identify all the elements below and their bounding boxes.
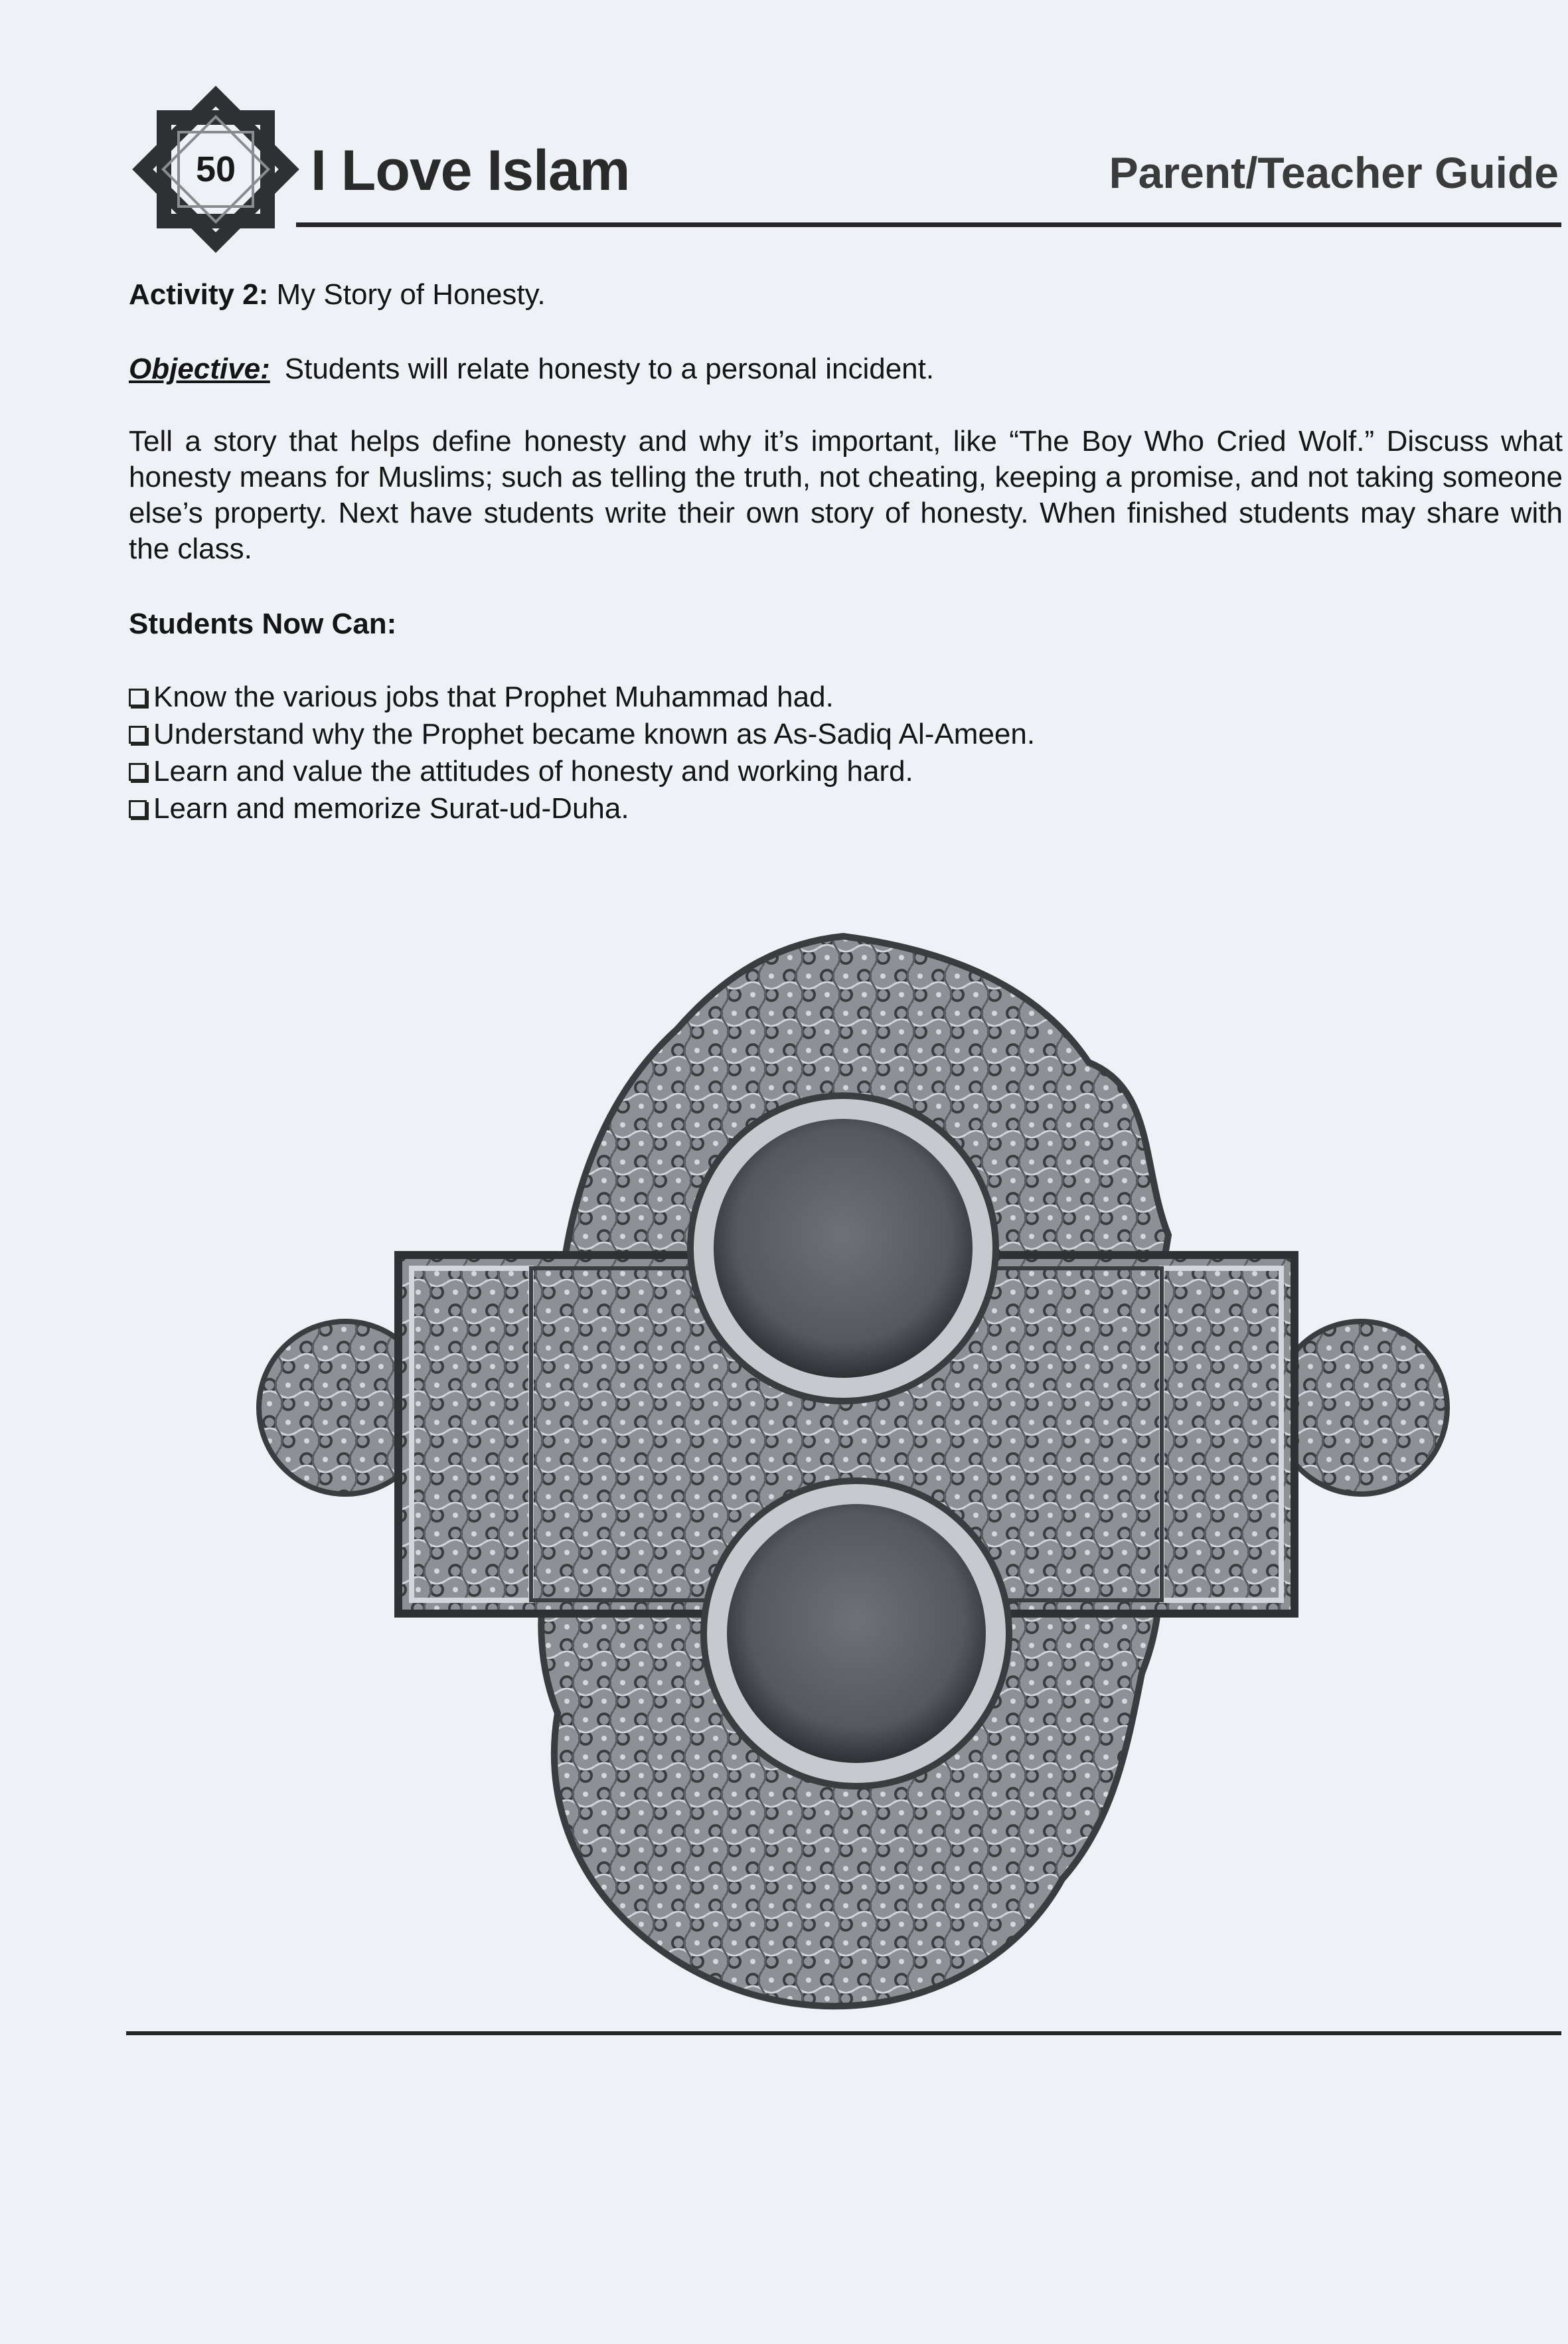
checkbox-icon	[129, 800, 147, 818]
activity-label: Activity 2:	[129, 278, 269, 311]
footer-rule	[126, 2031, 1561, 2035]
list-item	[129, 679, 1563, 716]
page-number: 50	[195, 149, 236, 189]
list-item-text: Know the various jobs that Prophet Muhammad had.	[153, 681, 834, 713]
objective-line	[129, 351, 1563, 388]
students-now-can-list	[129, 679, 1563, 827]
checkbox-icon	[129, 726, 147, 744]
activity-description: Tell a story that helps define honesty and why it’s important, like “The Boy Who Cried Wolf.” Discuss what honesty means for Muslims; such as telling the truth, not cheating, keeping a promise, and not taking someone else’s property. Next have students write their own story of honesty. When finished students may share with the class.	[129, 425, 1563, 565]
activity-title: My Story of Honesty.	[276, 278, 546, 311]
checkbox-icon	[129, 763, 147, 781]
activity-line	[129, 276, 1563, 313]
objective-text: Students will relate honesty to a personal incident.	[284, 353, 935, 385]
list-item	[129, 753, 1563, 790]
header-rule	[296, 222, 1561, 227]
list-item	[129, 716, 1563, 753]
objective-label: Objective:	[129, 353, 270, 385]
students-now-can-heading: Students Now Can:	[129, 608, 397, 640]
checkbox-icon	[129, 689, 147, 707]
list-item-text: Learn and value the attitudes of honesty and working hard.	[153, 755, 913, 788]
list-item-text: Understand why the Prophet became known as As-Sadiq Al-Ameen.	[153, 718, 1036, 750]
list-item-text: Learn and memorize Surat-ud-Duha.	[153, 792, 629, 825]
list-item	[129, 790, 1563, 827]
book-title: I Love Islam	[311, 139, 630, 203]
floral-ornament-icon	[219, 930, 1467, 2344]
guide-title: Parent/Teacher Guide	[1109, 148, 1559, 197]
